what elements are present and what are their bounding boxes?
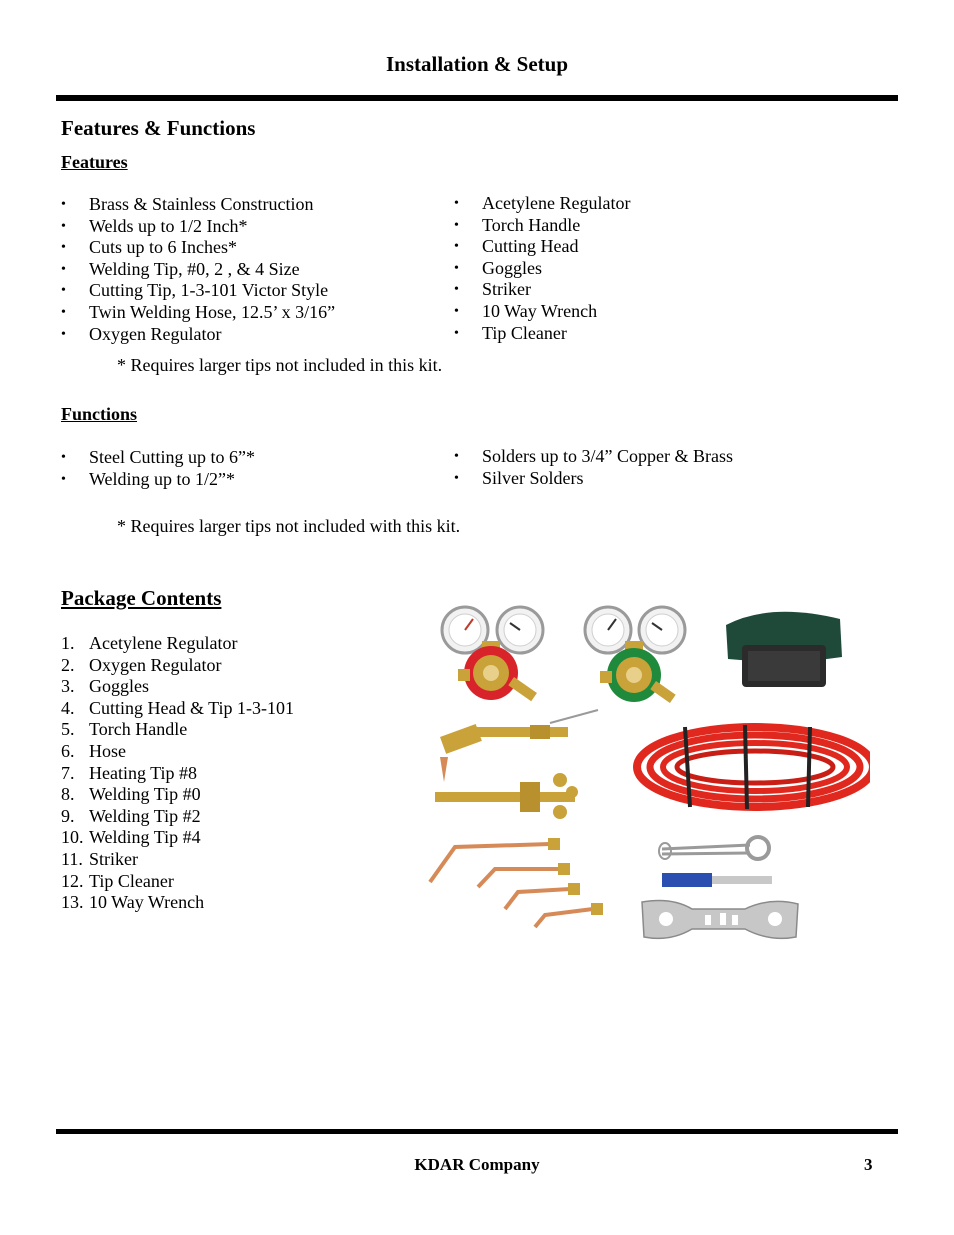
bullet-icon: •: [61, 240, 66, 256]
package-item-label: Tip Cleaner: [89, 870, 174, 891]
goggles-image: [726, 612, 842, 687]
bullet-icon: •: [454, 325, 459, 341]
bullet-icon: •: [454, 449, 459, 464]
package-item: [61, 871, 401, 893]
package-item: [61, 676, 401, 698]
feature-item: [61, 280, 441, 302]
function-item: [454, 468, 854, 490]
package-item: [61, 633, 401, 655]
package-item-number: 4.: [61, 697, 75, 718]
subheading-features: Features: [61, 152, 128, 172]
feature-item-text: Brass & Stainless Construction: [89, 194, 314, 214]
functions-list-left: [61, 447, 441, 490]
package-item: [61, 741, 401, 763]
package-item: [61, 806, 401, 828]
bullet-icon: •: [61, 326, 66, 342]
feature-item: [454, 258, 854, 280]
package-item-label: Welding Tip #0: [89, 784, 201, 805]
package-contents-list: [61, 633, 401, 914]
package-item-label: Welding Tip #4: [89, 827, 201, 848]
bullet-icon: •: [61, 261, 66, 277]
package-item-label: Goggles: [89, 676, 149, 697]
bullet-icon: •: [454, 303, 459, 319]
function-item-text: Steel Cutting up to 6”*: [89, 447, 255, 467]
package-item-number: 3.: [61, 676, 75, 697]
feature-item-text: Cuts up to 6 Inches*: [89, 237, 237, 258]
bullet-icon: •: [454, 282, 459, 298]
feature-item-text: Cutting Head: [482, 236, 579, 257]
package-item-number: 9.: [61, 805, 75, 826]
feature-item-text: Tip Cleaner: [482, 322, 567, 343]
package-item: [61, 849, 401, 871]
feature-item: [454, 279, 854, 301]
package-item-label: Cutting Head & Tip 1-3-101: [89, 697, 295, 718]
package-item-label: Hose: [89, 740, 126, 761]
footer-company: KDAR Company: [414, 1155, 540, 1174]
feature-item: [61, 259, 441, 281]
package-item-number: 10.: [61, 827, 84, 848]
bullet-icon: •: [61, 471, 66, 487]
package-item: [61, 784, 401, 806]
feature-item-text: 10 Way Wrench: [482, 300, 598, 321]
feature-item-text: Twin Welding Hose, 12.5’ x 3/16”: [89, 301, 336, 322]
bullet-icon: •: [61, 304, 66, 320]
section-heading-features-functions: Features & Functions: [61, 116, 256, 140]
package-item-label: 10 Way Wrench: [89, 892, 205, 913]
function-item: [454, 446, 854, 468]
package-item-number: 2.: [61, 654, 75, 675]
page-number: 3: [864, 1155, 873, 1174]
package-item: [61, 655, 401, 677]
package-item-number: 6.: [61, 740, 75, 761]
feature-item: [454, 301, 854, 323]
package-contents-heading: Package Contents: [61, 586, 222, 610]
feature-item-text: Oxygen Regulator: [89, 323, 222, 344]
functions-footnote: * Requires larger tips not included with this kit.: [117, 516, 461, 536]
package-item-label: Acetylene Regulator: [89, 633, 238, 653]
feature-item-text: Striker: [482, 279, 531, 300]
package-item-label: Oxygen Regulator: [89, 654, 222, 675]
function-item-text: Welding up to 1/2”*: [89, 468, 236, 489]
bullet-icon: •: [454, 196, 459, 211]
feature-item-text: Goggles: [482, 257, 542, 278]
bullet-icon: •: [61, 218, 66, 234]
function-item: [61, 447, 441, 469]
package-item-number: 13.: [61, 892, 84, 913]
package-item-label: Torch Handle: [89, 719, 188, 740]
package-item: [61, 763, 401, 785]
bullet-icon: •: [61, 283, 66, 299]
feature-item: [454, 215, 854, 237]
package-item-number: 1.: [61, 633, 75, 653]
features-footnote: * Requires larger tips not included in this kit.: [117, 355, 443, 375]
package-item: [61, 892, 401, 914]
package-item: [61, 698, 401, 720]
feature-item: [61, 237, 441, 259]
bullet-icon: •: [454, 217, 459, 233]
package-item-number: 11.: [61, 848, 83, 869]
feature-item: [61, 216, 441, 238]
package-item: [61, 719, 401, 741]
feature-item-text: Torch Handle: [482, 214, 581, 235]
header-rule: [56, 95, 898, 101]
bullet-icon: •: [61, 197, 66, 212]
product-photo: [410, 597, 870, 962]
bullet-icon: •: [61, 450, 66, 465]
page-title: Installation & Setup: [385, 52, 569, 76]
function-item: [61, 469, 441, 491]
package-item-label: Welding Tip #2: [89, 805, 201, 826]
subheading-functions: Functions: [61, 404, 138, 424]
package-item-label: Striker: [89, 848, 138, 869]
feature-item-text: Welds up to 1/2 Inch*: [89, 215, 248, 236]
bullet-icon: •: [454, 260, 459, 276]
bullet-icon: •: [454, 239, 459, 255]
feature-item: [61, 302, 441, 324]
function-item-text: Solders up to 3/4” Copper & Brass: [482, 446, 733, 466]
features-list-right: [454, 193, 854, 344]
package-item-number: 12.: [61, 870, 84, 891]
feature-item: [454, 323, 854, 345]
package-item-number: 5.: [61, 719, 75, 740]
package-item: [61, 827, 401, 849]
feature-item: [454, 193, 854, 215]
package-item-number: 8.: [61, 784, 75, 805]
feature-item: [61, 194, 441, 216]
bullet-icon: •: [454, 470, 459, 486]
feature-item-text: Welding Tip, #0, 2 , & 4 Size: [89, 258, 300, 279]
functions-list-right: [454, 446, 854, 489]
package-item-label: Heating Tip #8: [89, 762, 198, 783]
feature-item-text: Acetylene Regulator: [482, 193, 631, 213]
feature-item: [454, 236, 854, 258]
feature-item-text: Cutting Tip, 1-3-101 Victor Style: [89, 280, 329, 301]
footer-rule: [56, 1129, 898, 1134]
features-list-left: [61, 194, 441, 345]
feature-item: [61, 324, 441, 346]
package-item-number: 7.: [61, 762, 75, 783]
function-item-text: Silver Solders: [482, 467, 584, 488]
